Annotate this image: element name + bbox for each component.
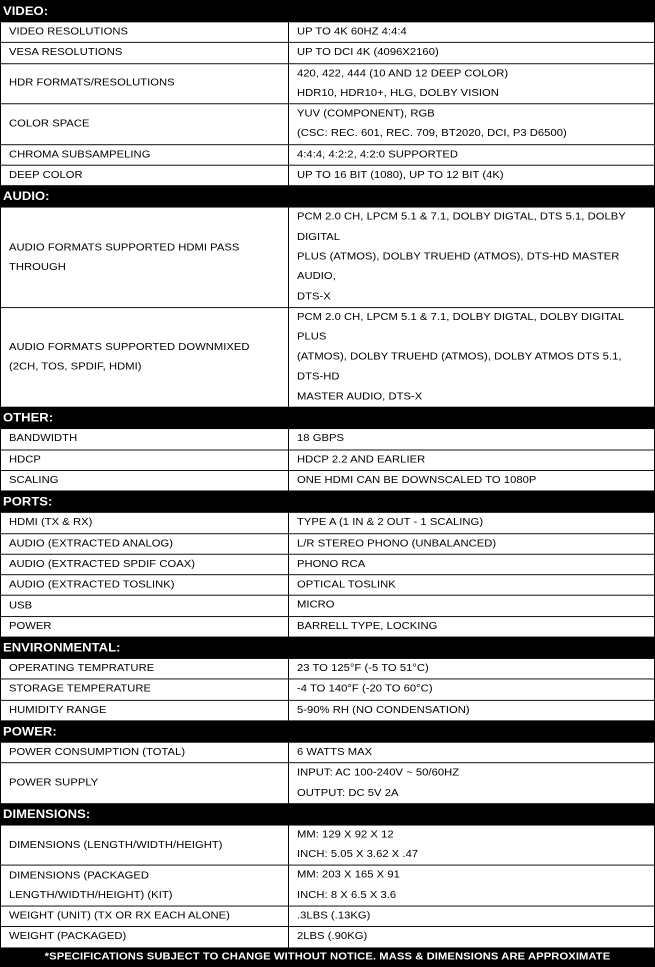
spec-value-line: ONE HDMI CAN BE DOWNSCALED TO 1080P xyxy=(297,474,537,486)
spec-value-line: -4 TO 140°F (-20 TO 60°C) xyxy=(297,683,433,695)
spec-label: HDMI (TX & RX) xyxy=(0,513,289,533)
spec-value xyxy=(289,471,655,491)
section-heading: PORTS: xyxy=(0,491,655,513)
spec-row xyxy=(0,596,655,617)
spec-value-line: UP TO DCI 4K (4096X2160) xyxy=(297,46,439,58)
section-heading: POWER: xyxy=(0,720,655,742)
spec-value-line: (CSC: REC. 601, REC. 709, BT2020, DCI, P3 D6500) xyxy=(297,127,567,140)
spec-row xyxy=(0,43,655,64)
spec-row xyxy=(0,208,655,308)
spec-value-line: MICRO xyxy=(297,599,335,611)
spec-value-line: 5-90% RH (NO CONDENSATION) xyxy=(297,704,470,716)
spec-value xyxy=(289,659,655,679)
spec-value xyxy=(289,308,655,407)
spec-section xyxy=(0,720,655,803)
section-heading: OTHER: xyxy=(0,407,655,429)
spec-label: CHROMA SUBSAMPELING xyxy=(0,145,289,165)
spec-value-line: PLUS (ATMOS), DOLBY TRUEHD (ATMOS), DTS-HD MASTER AUDIO, xyxy=(297,251,620,283)
spec-value-line: (ATMOS), DOLBY TRUEHD (ATMOS), DOLBY ATMOS DTS 5.1, DTS-HD xyxy=(297,351,622,383)
spec-value xyxy=(289,825,655,865)
spec-value xyxy=(289,743,655,763)
spec-value-line: L/R STEREO PHONO (UNBALANCED) xyxy=(297,537,497,549)
spec-value xyxy=(289,64,655,104)
spec-label: WEIGHT (PACKAGED) xyxy=(0,927,289,947)
spec-label: AUDIO FORMATS SUPPORTED DOWNMIXED (2CH, TOS, SPDIF, HDMI) xyxy=(0,308,289,407)
spec-value-line: INPUT: AC 100-240V ~ 50/60HZ xyxy=(297,767,460,779)
spec-value-line: MM: 203 X 165 X 91 xyxy=(297,869,400,881)
spec-section xyxy=(0,0,655,186)
spec-label: HDR FORMATS/RESOLUTIONS xyxy=(0,64,289,104)
spec-row xyxy=(0,64,655,105)
spec-value-line: YUV (COMPONENT), RGB xyxy=(297,108,435,120)
spec-value-line: UP TO 4K 60HZ 4:4:4 xyxy=(297,26,407,38)
spec-value xyxy=(289,763,655,803)
spec-row xyxy=(0,166,655,186)
spec-value-line: PHONO RCA xyxy=(297,558,366,570)
spec-label: HDCP xyxy=(0,450,289,470)
spec-label: DIMENSIONS (PACKAGED LENGTH/WIDTH/HEIGHT) (KIT) xyxy=(0,866,289,906)
spec-value-line: UP TO 16 BIT (1080), UP TO 12 BIT (4K) xyxy=(297,169,504,181)
spec-value xyxy=(289,906,655,926)
spec-label: DIMENSIONS (LENGTH/WIDTH/HEIGHT) xyxy=(0,825,289,865)
spec-label: AUDIO (EXTRACTED TOSLINK) xyxy=(0,575,289,595)
spec-value xyxy=(289,700,655,720)
spec-label: VIDEO RESOLUTIONS xyxy=(0,22,289,42)
spec-row xyxy=(0,513,655,534)
spec-value-line: OPTICAL TOSLINK xyxy=(297,579,396,591)
section-heading: ENVIRONMENTAL: xyxy=(0,637,655,659)
spec-row xyxy=(0,575,655,596)
spec-section xyxy=(0,803,655,947)
spec-row xyxy=(0,617,655,637)
spec-row xyxy=(0,659,655,680)
spec-value xyxy=(289,513,655,533)
spec-value-line: DTS-X xyxy=(297,290,331,303)
spec-row xyxy=(0,104,655,145)
spec-row xyxy=(0,429,655,450)
spec-value xyxy=(289,450,655,470)
spec-label: VESA RESOLUTIONS xyxy=(0,43,289,63)
spec-value xyxy=(289,429,655,449)
spec-value xyxy=(289,680,655,700)
spec-value-line: BARRELL TYPE, LOCKING xyxy=(297,620,438,632)
spec-value xyxy=(289,208,655,307)
spec-value-line: 18 GBPS xyxy=(297,433,344,445)
spec-section xyxy=(0,491,655,637)
spec-value-line: HDR10, HDR10+, HLG, DOLBY VISION xyxy=(297,87,499,99)
spec-value-line: INCH: 5.05 X 3.62 X .47 xyxy=(297,848,419,861)
spec-row xyxy=(0,145,655,166)
spec-value-line: INCH: 8 X 6.5 X 3.6 xyxy=(297,889,397,901)
spec-section xyxy=(0,407,655,491)
spec-section xyxy=(0,186,655,407)
spec-value-line: 6 WATTS MAX xyxy=(297,746,373,758)
spec-row xyxy=(0,22,655,43)
spec-row xyxy=(0,555,655,576)
spec-value-line: 4:4:4, 4:2:2, 4:2:0 SUPPORTED xyxy=(297,148,459,160)
spec-section xyxy=(0,637,655,721)
spec-value xyxy=(289,575,655,595)
spec-label: SCALING xyxy=(0,471,289,491)
spec-label: POWER CONSUMPTION (TOTAL) xyxy=(0,743,289,763)
disclaimer-footer: *SPECIFICATIONS SUBJECT TO CHANGE WITHOUT NOTICE. MASS & DIMENSIONS ARE APPROXIMATE xyxy=(0,947,655,967)
spec-row xyxy=(0,825,655,866)
spec-value xyxy=(289,617,655,637)
spec-row xyxy=(0,450,655,471)
spec-value xyxy=(289,104,655,144)
spec-label: USB xyxy=(0,596,289,616)
spec-value-line: PCM 2.0 CH, LPCM 5.1 & 7.1, DOLBY DIGTAL, DOLBY DIGITAL PLUS xyxy=(297,311,624,343)
spec-row xyxy=(0,743,655,764)
spec-row xyxy=(0,763,655,803)
spec-value-line: 420, 422, 444 (10 AND 12 DEEP COLOR) xyxy=(297,67,509,79)
section-heading: DIMENSIONS: xyxy=(0,803,655,825)
spec-value xyxy=(289,43,655,63)
spec-value-line: HDCP 2.2 AND EARLIER xyxy=(297,453,426,466)
spec-row xyxy=(0,700,655,720)
spec-row xyxy=(0,927,655,947)
spec-label: DEEP COLOR xyxy=(0,166,289,186)
spec-row xyxy=(0,680,655,701)
spec-value-line: OUTPUT: DC 5V 2A xyxy=(297,786,399,799)
spec-label: AUDIO (EXTRACTED ANALOG) xyxy=(0,534,289,554)
spec-value xyxy=(289,534,655,554)
spec-label: BANDWIDTH xyxy=(0,429,289,449)
section-heading: AUDIO: xyxy=(0,186,655,208)
spec-row xyxy=(0,534,655,555)
spec-value xyxy=(289,927,655,947)
spec-value-line: PCM 2.0 CH, LPCM 5.1 & 7.1, DOLBY DIGTAL, DTS 5.1, DOLBY DIGITAL xyxy=(297,211,626,243)
spec-label: AUDIO FORMATS SUPPORTED HDMI PASS THROUGH xyxy=(0,208,289,307)
spec-label: POWER SUPPLY xyxy=(0,763,289,803)
spec-row xyxy=(0,866,655,907)
spec-value-line: TYPE A (1 IN & 2 OUT - 1 SCALING) xyxy=(297,516,484,528)
spec-label: HUMIDITY RANGE xyxy=(0,700,289,720)
spec-value-line: MASTER AUDIO, DTS-X xyxy=(297,390,423,403)
spec-label: WEIGHT (UNIT) (TX OR RX EACH ALONE) xyxy=(0,906,289,926)
spec-label: OPERATING TEMPRATURE xyxy=(0,659,289,679)
spec-value-line: .3LBS (.13KG) xyxy=(297,910,371,922)
spec-value-line: 2LBS (.90KG) xyxy=(297,930,368,943)
spec-row xyxy=(0,308,655,407)
section-heading: VIDEO: xyxy=(0,0,655,22)
spec-value xyxy=(289,22,655,42)
spec-label: AUDIO (EXTRACTED SPDIF COAX) xyxy=(0,555,289,575)
spec-row xyxy=(0,471,655,491)
spec-value xyxy=(289,596,655,616)
spec-label: STORAGE TEMPERATURE xyxy=(0,680,289,700)
spec-value xyxy=(289,555,655,575)
spec-label: COLOR SPACE xyxy=(0,104,289,144)
spec-value xyxy=(289,166,655,186)
spec-value xyxy=(289,866,655,906)
spec-value-line: 23 TO 125°F (-5 TO 51°C) xyxy=(297,662,429,674)
spec-row xyxy=(0,906,655,927)
spec-label: POWER xyxy=(0,617,289,637)
spec-value-line: MM: 129 X 92 X 12 xyxy=(297,829,394,841)
spec-value xyxy=(289,145,655,165)
